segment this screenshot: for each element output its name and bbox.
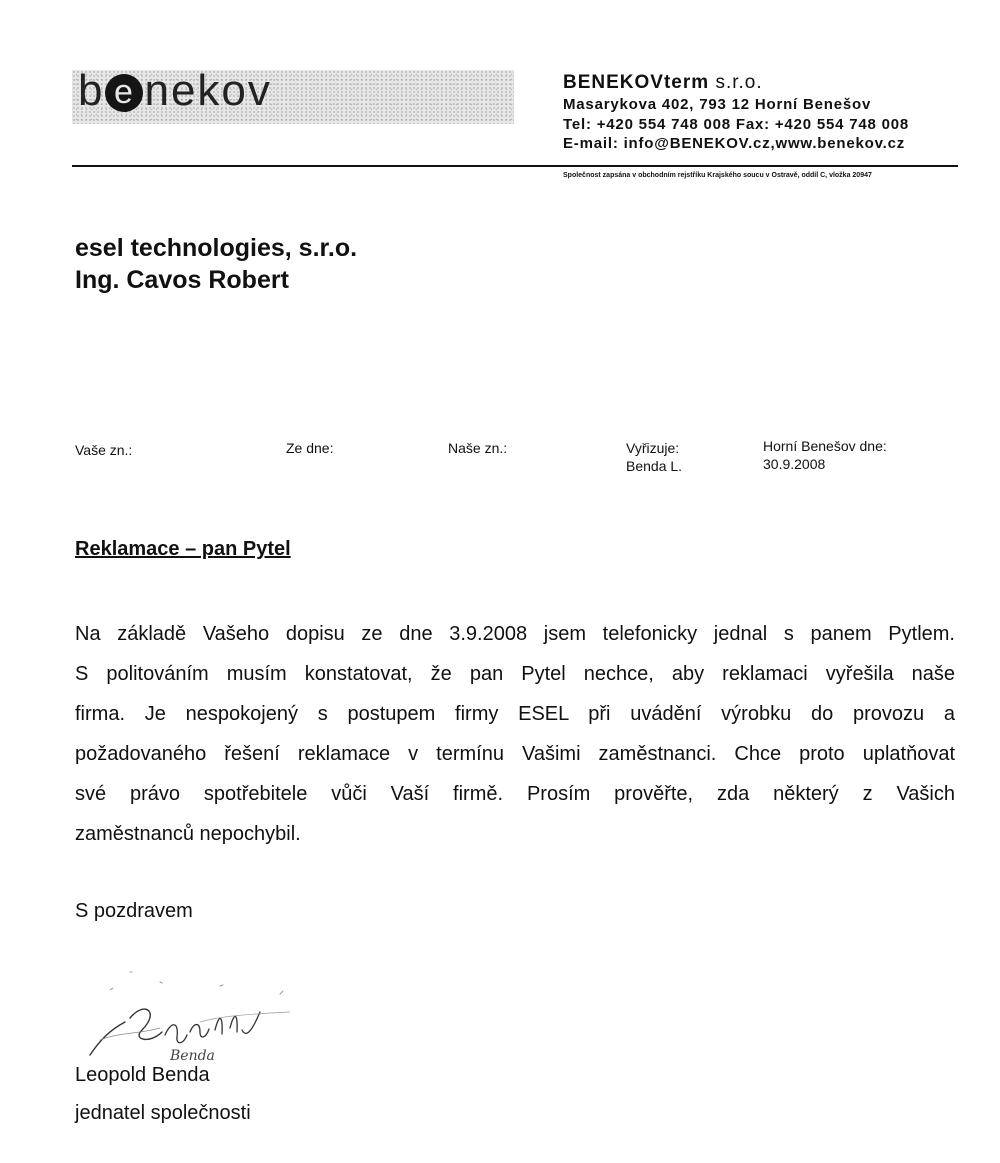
logo-letter-b: b [78, 66, 105, 115]
letter-subject: Reklamace – pan Pytel [75, 538, 291, 560]
recipient-company: esel technologies, s.r.o. [75, 234, 358, 262]
body-line [75, 654, 955, 694]
body-line [75, 814, 955, 854]
body-line-text: S politováním musím konstatovat, že pan Pytel nechce, aby reklamaci vyřešila naše [75, 663, 955, 685]
body-line-text: Na základě Vašeho dopisu ze dne 3.9.2008 jsem telefonicky jednal s panem Pytlem. [75, 623, 955, 645]
your-reference-label: Vaše zn.: [75, 442, 133, 458]
place-date-label: Horní Benešov dne: [763, 438, 887, 454]
sender-address: Masarykova 402, 793 12 Horní Benešov [563, 96, 872, 113]
handled-by-label: Vyřizuje: [626, 440, 680, 456]
body-line [75, 774, 955, 814]
registry-note: Společnost zapsána v obchodním rejstříku Krajského soucu v Ostravě, oddíl C, vložka 20947 [563, 172, 872, 179]
body-line [75, 734, 955, 774]
logo-letters-nekov: nekov [144, 66, 272, 115]
sender-company-suffix: s.r.o. [715, 72, 763, 93]
sender-email-web: E-mail: info@BENEKOV.cz,www.benekov.cz [563, 135, 906, 152]
body-line [75, 614, 955, 654]
handled-by [626, 439, 682, 475]
letterhead-divider [72, 165, 958, 167]
place-date-value: 30.9.2008 [763, 456, 826, 472]
signer-title: jednatel společnosti [75, 1102, 251, 1124]
our-reference-label: Naše zn.: [448, 440, 508, 456]
greeting: S pozdravem [75, 900, 193, 922]
place-date [763, 437, 887, 473]
body-line-text: zaměstnanců nepochybil. [75, 823, 301, 845]
sender-company-name [563, 72, 763, 94]
signature-lettering: Benda [170, 1048, 215, 1064]
body-line [75, 694, 955, 734]
company-logo [72, 66, 514, 124]
date-label: Ze dne: [286, 440, 334, 456]
sender-phone-fax: Tel: +420 554 748 008 Fax: +420 554 748 008 [563, 116, 910, 133]
recipient-person: Ing. Cavos Robert [75, 266, 289, 294]
logo-wordmark [78, 66, 272, 116]
signer-name: Leopold Benda [75, 1064, 210, 1086]
letter-body [75, 614, 955, 854]
logo-e-circle-icon: e [105, 74, 143, 112]
body-line-text: své právo spotřebitele vůči Vaší firmě. Prosím prověřte, zda některý z Vašich [75, 783, 955, 805]
body-line-text: firma. Je nespokojený s postupem firmy ESEL při uvádění výrobku do provozu a [75, 703, 955, 725]
sender-company-main: BENEKOVterm [563, 72, 710, 93]
handled-by-value: Benda L. [626, 458, 683, 474]
handwritten-signature [70, 960, 320, 1070]
body-line-text: požadovaného řešení reklamace v termínu Vašimi zaměstnanci. Chce proto uplatňovat [75, 743, 955, 765]
